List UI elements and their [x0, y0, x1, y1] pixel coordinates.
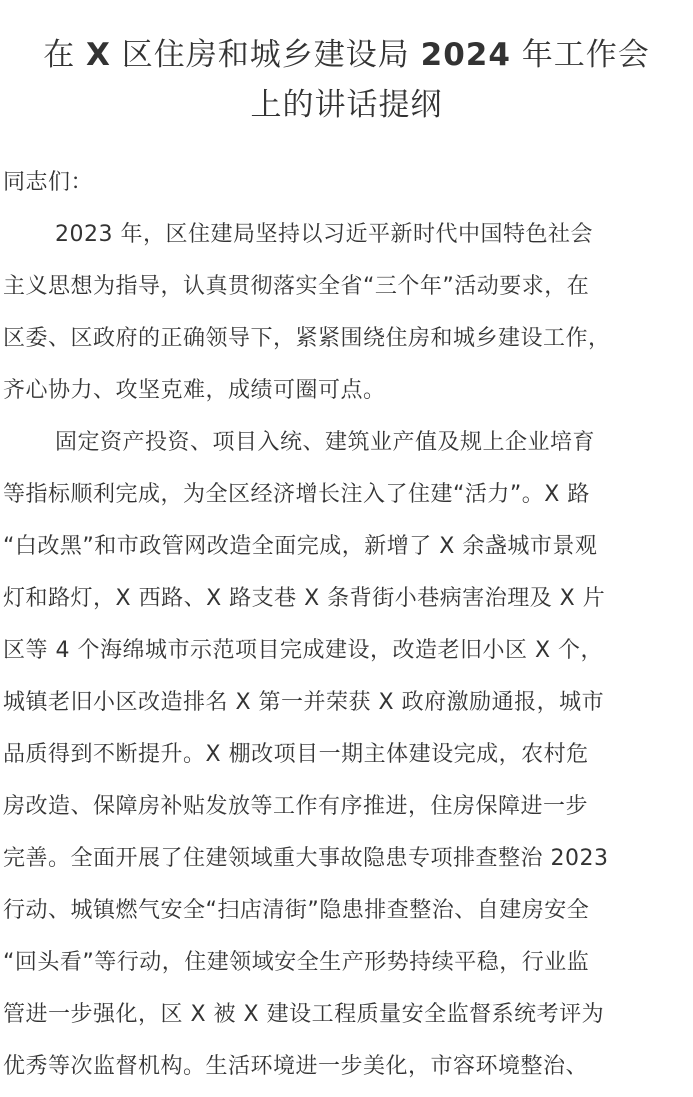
text-line: 行动、城镇燃气安全“扫店清街”隐患排查整治、自建房安全	[3, 898, 590, 923]
text-line: 城镇老旧小区改造排名 X 第一并荣获 X 政府激励通报，城市	[3, 690, 605, 715]
title-part: 区住房和城乡建设局	[110, 37, 421, 73]
text-line: “回头看”等行动，住建领域安全生产形势持续平稳，行业监	[3, 950, 590, 975]
text-line: 主义思想为指导，认真贯彻落实全省“三个年”活动要求，在	[3, 274, 590, 299]
text-line: 2023 年，区住建局坚持以习近平新时代中国特色社会	[55, 222, 593, 247]
paragraph-2	[3, 417, 693, 1093]
text-line: 区等 4 个海绵城市示范项目完成建设，改造老旧小区 X 个，	[3, 638, 604, 663]
text-line: 管进一步强化，区 X 被 X 建设工程质量安全监督系统考评为	[3, 1002, 605, 1027]
title-part-bold: 2024	[420, 37, 511, 73]
title-part: 年工作会	[510, 37, 650, 73]
title-part: 在	[43, 37, 87, 73]
document-title	[0, 30, 693, 130]
text-line: 固定资产投资、项目入统、建筑业产值及规上企业培育	[55, 430, 596, 455]
title-line-1	[43, 37, 650, 73]
text-line: 完善。全面开展了住建领域重大事故隐患专项排查整治 2023	[3, 846, 609, 871]
text-line: “白改黑”和市政管网改造全面完成，新增了 X 余盏城市景观	[3, 534, 598, 559]
paragraph-1	[3, 209, 693, 417]
text-line: 齐心协力、攻坚克难，成绩可圈可点。	[3, 378, 386, 403]
text-line: 品质得到不断提升。X 棚改项目一期主体建设完成，农村危	[3, 742, 589, 767]
text-line: 等指标顺利完成，为全区经济增长注入了住建“活力”。X 路	[3, 482, 590, 507]
title-part-bold: X	[86, 37, 111, 73]
title-line-2: 上的讲话提纲	[250, 87, 443, 123]
text-line: 灯和路灯，X 西路、X 路支巷 X 条背街小巷病害治理及 X 片	[3, 586, 606, 611]
text-line: 优秀等次监督机构。生活环境进一步美化，市容环境整治、	[3, 1054, 589, 1079]
salutation: 同志们：	[3, 170, 94, 195]
text-line: 区委、区政府的正确领导下，紧紧围绕住房和城乡建设工作，	[3, 326, 611, 351]
document-body	[3, 157, 693, 1093]
text-line: 房改造、保障房补贴发放等工作有序推进，住房保障进一步	[3, 794, 589, 819]
